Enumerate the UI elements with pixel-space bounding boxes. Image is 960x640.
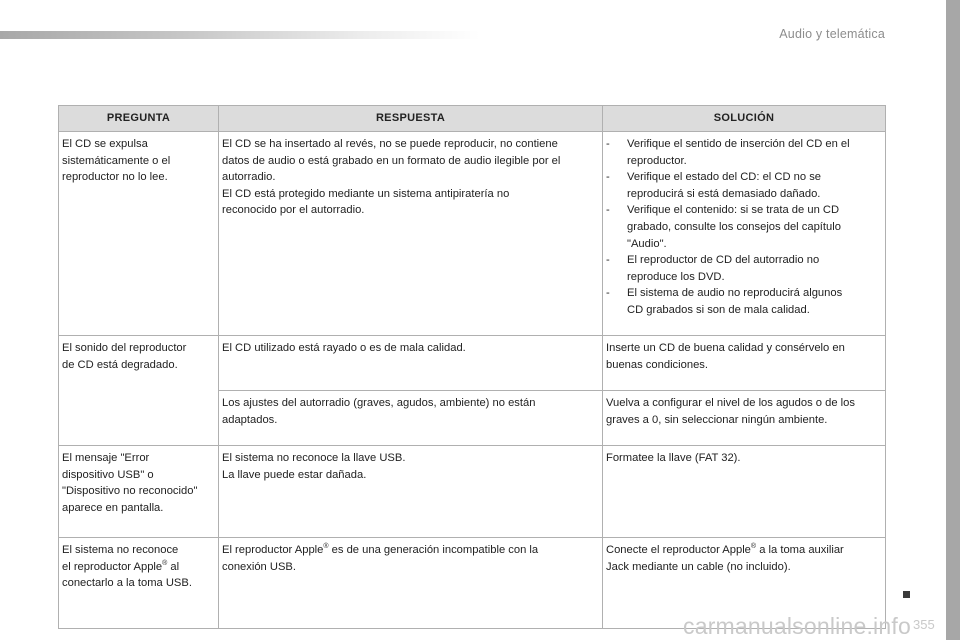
answer-line: El sistema no reconoce la llave USB. [222,452,406,464]
bullet-dash: - [606,287,610,300]
solution-cell [603,132,886,336]
solution-line [606,542,882,559]
solution-bullet [606,169,882,202]
solution-bullet [606,202,882,252]
question-cell [59,538,219,629]
solution-cell [603,391,886,446]
bullet-dash: - [606,171,610,184]
question-line: sistemáticamente o el [62,154,171,167]
question-cell [59,446,219,538]
solution-line: Verifique el contenido: si se trata de un CD [627,204,840,217]
answer-cell [219,132,603,336]
answer-line: El CD utilizado está rayado o es de mala calidad. [222,342,466,354]
solution-line: Inserte un CD de buena calidad y consérvelo en [606,342,845,354]
registered-mark: ® [323,543,329,550]
page-number: 355 [913,617,935,632]
answer-cell [219,336,603,391]
answer-line: adaptados. [222,413,278,426]
question-cell [59,336,219,446]
question-line: reproductor no lo lee. [62,171,168,184]
answer-line: El CD está protegido mediante un sistema antipiratería no [222,187,510,200]
answer-text: es de una generación incompatible con la [328,544,539,556]
answer-cell [219,391,603,446]
answer-line: La llave puede estar dañada. [222,468,367,481]
solution-line: Formatee la llave (FAT 32). [606,452,741,464]
solution-text: Conecte el reproductor Apple [606,544,751,556]
solution-line: Verifique el estado del CD: el CD no se [627,171,822,184]
solution-line: Vuelva a configurar el nivel de los agudos o de los [606,397,855,409]
answer-cell [219,538,603,629]
solution-line: reproductor. [627,154,687,167]
registered-mark: ® [750,543,757,550]
answer-line: autorradio. [222,171,276,184]
page-edge-band [946,0,960,640]
solution-bullet [606,252,882,285]
question-line: "Dispositivo no reconocido" [62,485,198,498]
answer-cell [219,446,603,538]
solution-text: a la toma auxiliar [756,544,844,556]
end-of-section-marker [903,591,910,598]
answer-line: datos de audio o está grabado en un formato de audio ilegible por el [222,154,561,167]
solution-line: grabado, consulte los consejos del capítulo [627,220,841,233]
watermark: carmanualsonline.info [683,613,911,639]
bullet-dash: - [606,204,610,217]
registered-mark: ® [162,559,168,567]
bullet-dash: - [606,254,610,267]
table-header-row [59,106,886,132]
solution-line: reproduce los DVD. [627,270,725,283]
solution-cell [603,446,886,538]
answer-line: conexión USB. [222,560,297,573]
solution-line: Jack mediante un cable (no incluido). [606,560,791,573]
header-gradient-bar [0,31,480,39]
header-answer: RESPUESTA [219,106,603,132]
answer-line [222,542,599,559]
solution-bullet [606,285,882,318]
solution-line: graves a 0, sin seleccionar ningún ambiente. [606,413,828,426]
question-line: aparece en pantalla. [62,501,164,514]
question-line: dispositivo USB" o [62,468,154,481]
header-question: PREGUNTA [59,106,219,132]
question-line [62,559,215,576]
question-line: conectarlo a la toma USB. [62,577,192,590]
solution-cell [603,336,886,391]
answer-line: Los ajustes del autorradio (graves, agudos, ambiente) no están [222,397,536,409]
question-cell [59,132,219,336]
question-line: El sistema no reconoce [62,544,179,556]
header-solution: SOLUCIÓN [603,106,886,132]
answer-line: reconocido por el autorradio. [222,204,365,217]
solution-line: Verifique el sentido de inserción del CD en el [627,138,850,150]
troubleshooting-table [58,105,886,629]
question-line: El CD se expulsa [62,138,148,150]
answer-text: El reproductor Apple [222,544,324,556]
section-title: Audio y telemática [779,27,885,41]
bullet-dash: - [606,138,610,150]
solution-line: El sistema de audio no reproducirá algunos [627,287,843,300]
question-line: El mensaje "Error [62,452,150,464]
question-text: al [167,560,180,573]
table-row [59,446,886,538]
solution-line: "Audio". [627,237,667,250]
question-text: el reproductor Apple [62,560,163,573]
question-line: de CD está degradado. [62,358,178,371]
solution-line: buenas condiciones. [606,358,709,371]
solution-line: El reproductor de CD del autorradio no [627,254,820,267]
solution-bullet [606,136,882,169]
solution-line: reproducirá si está demasiado dañado. [627,187,821,200]
table-row [59,132,886,336]
table-row [59,336,886,391]
solution-line: CD grabados si son de mala calidad. [627,303,810,316]
question-line: El sonido del reproductor [62,342,187,354]
answer-line: El CD se ha insertado al revés, no se puede reproducir, no contiene [222,138,558,150]
